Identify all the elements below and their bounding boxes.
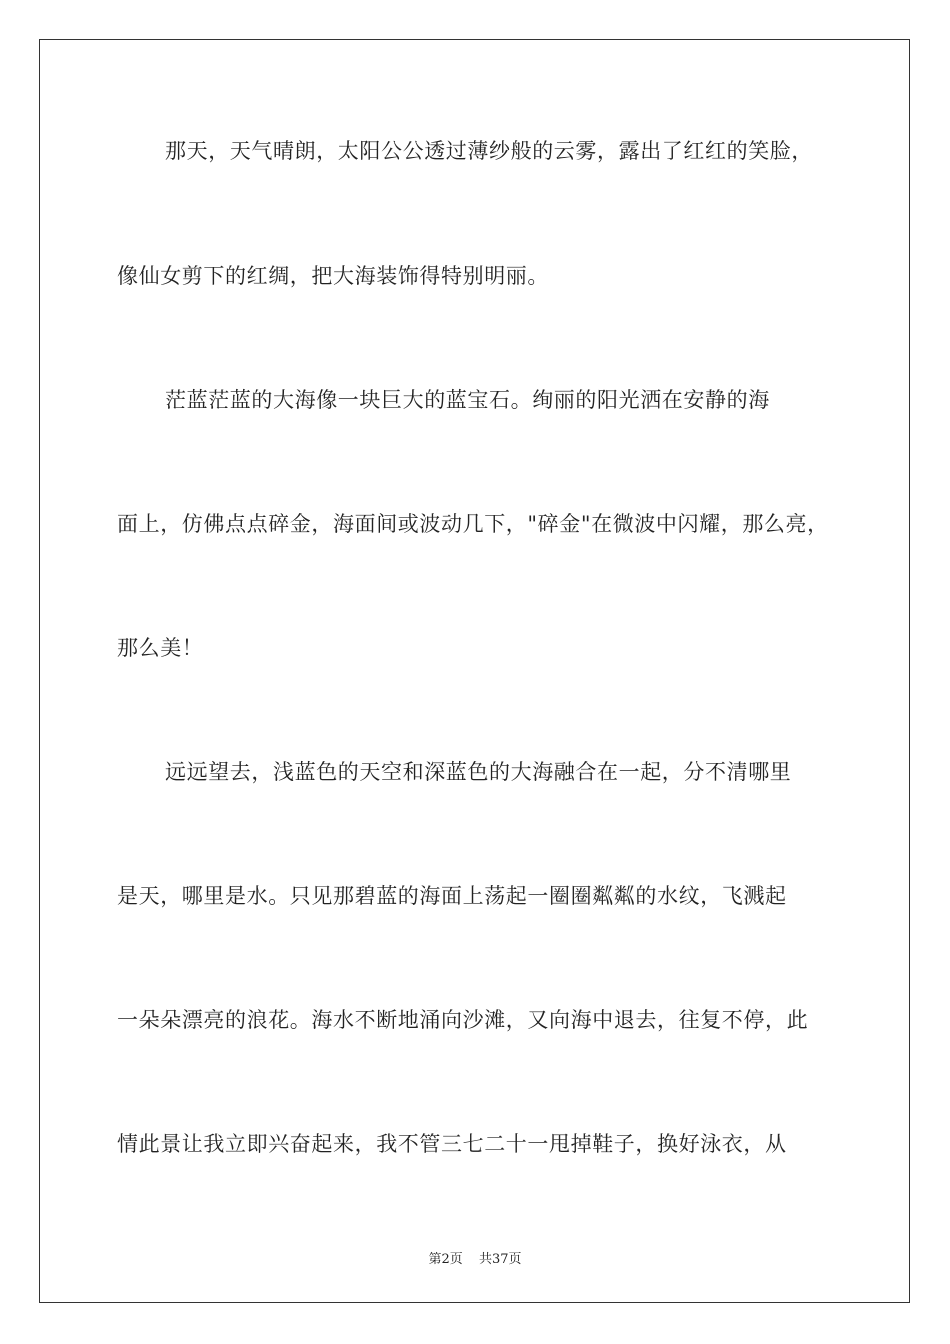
paragraph-3-line-4: 情此景让我立即兴奋起来，我不管三七二十一甩掉鞋子，换好泳衣，从 [117,1132,787,1156]
paragraph-2-line-3: 那么美！ [117,636,204,660]
paragraph-3-line-1: 远远望去，浅蓝色的天空和深蓝色的大海融合在一起，分不清哪里 [165,760,792,784]
page-number-current: 第2页 [428,1252,463,1267]
paragraph-2-line-1: 茫蓝茫蓝的大海像一块巨大的蓝宝石。绚丽的阳光洒在安静的海 [165,388,770,412]
paragraph-1-line-1: 那天，天气晴朗，太阳公公透过薄纱般的云雾，露出了红红的笑脸， [165,139,813,163]
paragraph-2-line-2: 面上，仿佛点点碎金，海面间或波动几下，"碎金"在微波中闪耀，那么亮， [117,512,829,536]
paragraph-3-line-2: 是天，哪里是水。只见那碧蓝的海面上荡起一圈圈粼粼的水纹，飞溅起 [117,884,787,908]
page-footer [0,1248,950,1267]
paragraph-1-line-2: 像仙女剪下的红绸，把大海装饰得特别明丽。 [117,264,549,288]
page-number-total: 共37页 [478,1252,522,1267]
page-border [39,39,910,1303]
paragraph-3-line-3: 一朵朵漂亮的浪花。海水不断地涌向沙滩，又向海中退去，往复不停，此 [117,1008,809,1032]
